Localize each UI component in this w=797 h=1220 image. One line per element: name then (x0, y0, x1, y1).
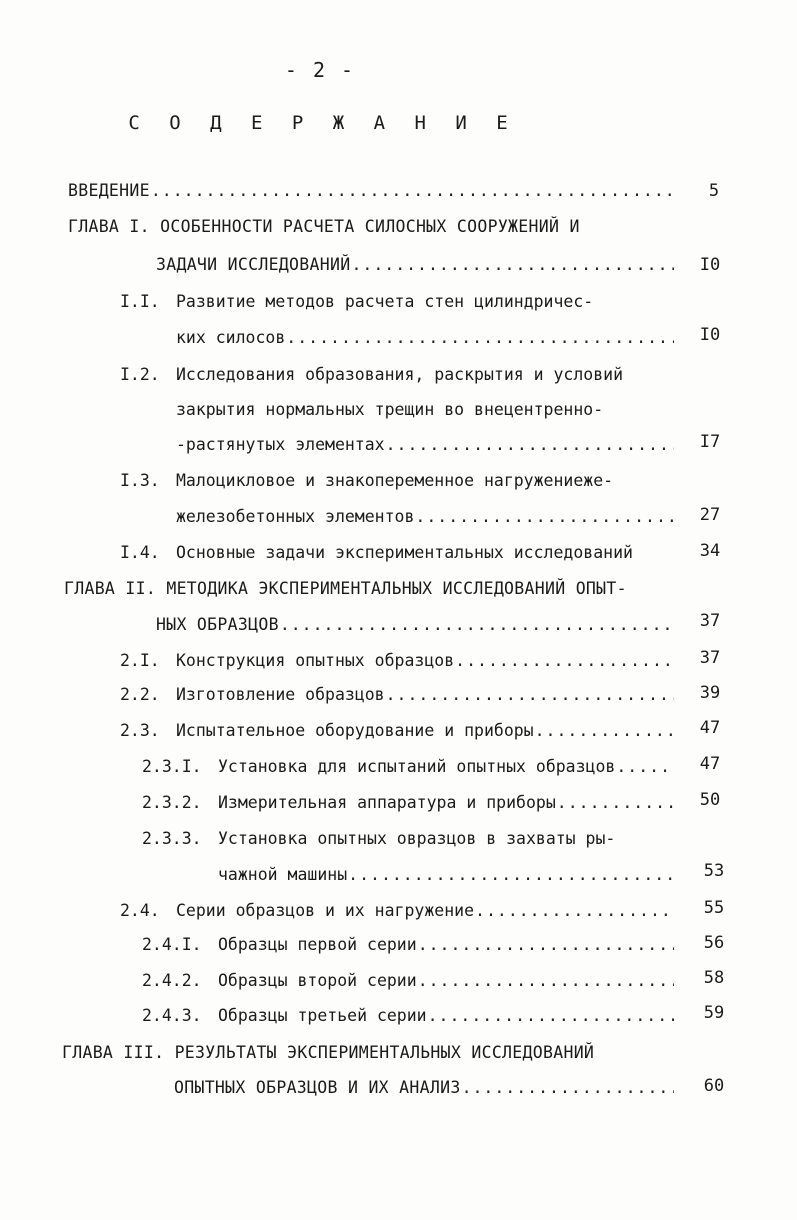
toc-page-number: 60 (703, 1076, 725, 1096)
dot-leader (418, 932, 674, 958)
dot-leader (151, 178, 674, 204)
toc-page-number: 58 (703, 968, 725, 988)
toc-page-number: 53 (703, 861, 725, 881)
dot-leader (557, 790, 674, 816)
toc-section-2-4[interactable] (176, 898, 678, 924)
toc-section-number: I.4. (120, 543, 160, 562)
toc-chapter-2-line2[interactable] (156, 612, 678, 638)
toc-page-number: 56 (703, 933, 725, 953)
toc-page-number: 47 (699, 754, 721, 774)
toc-section-number: I.3. (120, 471, 160, 490)
toc-section-1-2-line3[interactable] (176, 432, 678, 458)
toc-entry-text: Образцы третьей серии (218, 1006, 427, 1025)
toc-section-number: 2.I. (120, 651, 160, 670)
toc-chapter-2-line1[interactable]: ГЛАВА II. МЕТОДИКА ЭКСПЕРИМЕНТАЛЬНЫХ ИССЛЕДОВАНИЙ ОПЫТ- (64, 579, 627, 598)
toc-section-number: 2.4.2. (142, 971, 202, 990)
dot-leader (348, 862, 674, 888)
toc-section-1-4[interactable]: Основные задачи экспериментальных исследований (176, 543, 633, 562)
toc-section-1-3-line1[interactable]: Малоцикловое и знакопеременное нагружениеже- (176, 471, 614, 490)
toc-entry-text: Образцы второй серии (218, 971, 417, 990)
dot-leader (351, 252, 674, 278)
toc-entry-text: ОПЫТНЫХ ОБРАЗЦОВ И ИХ АНАЛИЗ (174, 1078, 461, 1097)
toc-entry-text: Испытательное оборудование и приборы (176, 721, 534, 740)
toc-entry-text: ких силосов (176, 328, 286, 347)
toc-page-number: 27 (699, 505, 721, 525)
toc-section-number: 2.4.I. (142, 935, 202, 954)
toc-page-number: 34 (699, 541, 721, 561)
toc-section-number: 2.4. (120, 901, 160, 920)
toc-section-1-2-line1[interactable]: Исследования образования, раскрытия и условий (176, 365, 624, 384)
toc-section-2-3-3-line2[interactable] (218, 862, 678, 888)
toc-page-number: 5 (708, 181, 720, 201)
toc-section-1-1-line2[interactable] (176, 325, 678, 351)
toc-section-2-2[interactable] (176, 682, 678, 708)
toc-page-number: 59 (703, 1003, 725, 1023)
toc-section-1-1-line1[interactable]: Развитие методов расчета стен цилиндричес- (176, 292, 594, 311)
toc-entry-text: Образцы первой серии (218, 935, 417, 954)
toc-section-number: I.2. (120, 365, 160, 384)
toc-section-2-4-2[interactable] (218, 968, 678, 994)
toc-section-2-3-1[interactable] (218, 754, 678, 780)
dot-leader (535, 718, 674, 744)
dot-leader (418, 968, 674, 994)
toc-page-number: 50 (699, 790, 721, 810)
toc-section-1-2-line2[interactable]: закрытия нормальных трещин во внецентренно- (176, 400, 604, 419)
toc-chapter-1-line2[interactable] (156, 252, 678, 278)
toc-section-2-3-3-line1[interactable]: Установка опытных овразцов в захваты ры- (218, 829, 616, 848)
toc-section-number: 2.3.I. (142, 757, 202, 776)
toc-chapter-3-line1[interactable]: ГЛАВА III. РЕЗУЛЬТАТЫ ЭКСПЕРИМЕНТАЛЬНЫХ ИССЛЕДОВАНИЙ (62, 1043, 595, 1062)
toc-page-number: I0 (699, 255, 721, 275)
dot-leader (475, 898, 674, 924)
toc-section-2-4-3[interactable] (218, 1003, 678, 1029)
dot-leader (386, 682, 674, 708)
toc-section-2-3-2[interactable] (218, 790, 678, 816)
toc-entry-text: Измерительная аппаратура и приборы (218, 793, 556, 812)
toc-section-number: 2.3. (120, 721, 160, 740)
toc-page-number: I7 (699, 432, 721, 452)
toc-section-number: 2.2. (120, 685, 160, 704)
toc-entry-text: ВВЕДЕНИЕ (68, 181, 150, 200)
toc-section-2-1[interactable] (176, 648, 678, 674)
toc-entry-text: Серии образцов и их нагружение (176, 901, 475, 920)
toc-entry-text: Конструкция опытных образцов (176, 651, 455, 670)
dot-leader (280, 612, 674, 638)
toc-entry-text: НЫХ ОБРАЗЦОВ (156, 615, 279, 634)
toc-entry-text: чажной машины (218, 865, 348, 884)
toc-section-number: I.I. (120, 292, 160, 311)
toc-chapter-1-line1[interactable]: ГЛАВА I. ОСОБЕННОСТИ РАСЧЕТА СИЛОСНЫХ СООРУЖЕНИЙ И (68, 217, 580, 236)
toc-entry-text: -растянутых элементах (176, 435, 385, 454)
toc-page-number: 37 (699, 648, 721, 668)
dot-leader (616, 754, 674, 780)
toc-section-number: 2.4.3. (142, 1006, 202, 1025)
toc-page-number: I0 (699, 325, 721, 345)
toc-section-number: 2.3.3. (142, 829, 202, 848)
toc-chapter-3-line2[interactable] (174, 1075, 678, 1101)
page-title: С О Д Е Р Ж А Н И Е (128, 112, 517, 134)
dot-leader (386, 432, 674, 458)
toc-section-2-3[interactable] (176, 718, 678, 744)
toc-entry-introduction[interactable] (68, 178, 678, 204)
toc-section-1-3-line2[interactable] (176, 504, 678, 530)
toc-page-number: 37 (699, 611, 721, 631)
toc-entry-text: Изготовление образцов (176, 685, 385, 704)
dot-leader (428, 1003, 674, 1029)
toc-section-2-4-1[interactable] (218, 932, 678, 958)
toc-page-number: 39 (699, 683, 721, 703)
toc-entry-text: ЗАДАЧИ ИССЛЕДОВАНИЙ (156, 255, 351, 274)
toc-page-number: 55 (703, 898, 725, 918)
dot-leader (286, 325, 674, 351)
dot-leader (415, 504, 674, 530)
toc-entry-text: железобетонных элементов (176, 507, 415, 526)
page-number: - 2 - (284, 58, 356, 82)
dot-leader (462, 1075, 674, 1101)
toc-page-number: 47 (699, 718, 721, 738)
toc-section-number: 2.3.2. (142, 793, 202, 812)
toc-entry-text: Установка для испытаний опытных образцов (218, 757, 616, 776)
dot-leader (455, 648, 674, 674)
